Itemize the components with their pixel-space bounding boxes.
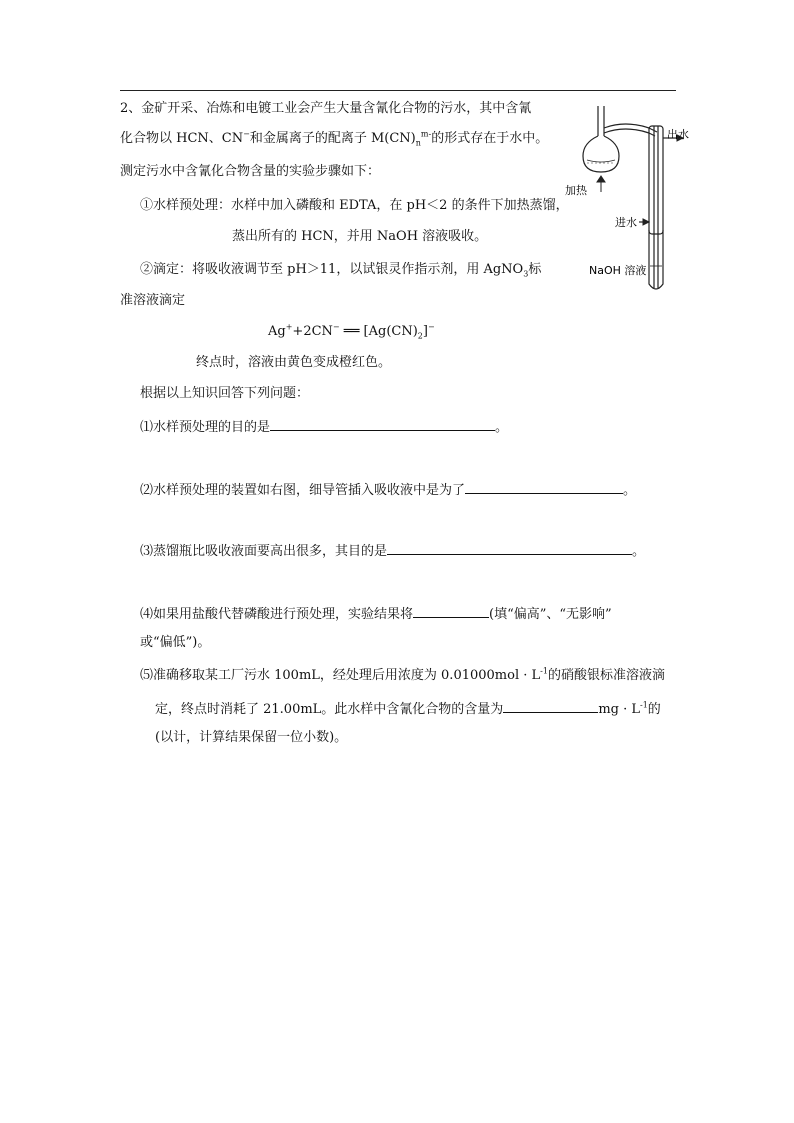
- water-in-arrow: [643, 219, 649, 225]
- label-naoh: NaOH 溶液: [589, 264, 647, 277]
- step1-line-1: ①水样预处理：水样中加入磷酸和 EDTA，在 pH＜2 的条件下加热蒸馏，: [140, 198, 569, 213]
- answer-blank-3[interactable]: [387, 540, 632, 555]
- question-4-line-2: 或“偏低”)。: [140, 635, 211, 650]
- question-4-line-1: ⑷如果用盐酸代替磷酸进行预处理，实验结果将 (填“偏高”、“无影响”: [140, 603, 612, 624]
- intro-line-2: 化合物以 HCN、CN−和金属离子的配离子 $M(CN)_n^{m-}$的形式存在于水中。: [120, 129, 549, 148]
- prompt-text: 根据以上知识回答下列问题：: [140, 386, 310, 401]
- distillation-flask: [583, 106, 619, 172]
- receiving-tube: [649, 230, 663, 289]
- endpoint-text: 终点时，溶液由黄色变成橙红色。: [196, 355, 392, 370]
- question-1: ⑴水样预处理的目的是 。: [140, 416, 508, 437]
- question-5-line-2: 定，终点时消耗了 21.00mL。此水样中含氰化合物的含量为 mg · $L^{-1}$的: [155, 698, 661, 719]
- intro-line-3: 测定污水中含氰化合物含量的实验步骤如下：: [120, 164, 381, 179]
- label-heat: 加热: [565, 184, 587, 197]
- answer-blank-2[interactable]: [465, 479, 623, 494]
- answer-blank-4[interactable]: [413, 603, 489, 618]
- header-rule: [120, 90, 676, 91]
- question-2: ⑵水样预处理的装置如右图，细导管插入吸收液中是为了 。: [140, 479, 636, 500]
- answer-blank-1[interactable]: [270, 416, 495, 431]
- step1-line-2: 蒸出所有的 HCN，并用 NaOH 溶液吸收。: [232, 229, 488, 244]
- heat-arrow: [597, 176, 605, 192]
- label-water-in: 进水: [615, 216, 637, 229]
- question-5-line-1: ⑸准确移取某工厂污水 100mL，经处理后用浓度为 $0.01000mol \cdot L^{-1}$的硝酸银标准溶液滴: [140, 666, 665, 683]
- question-5-line-3: (以计，计算结果保留一位小数)。: [155, 730, 348, 745]
- question-3: ⑶蒸馏瓶比吸收液面要高出很多，其目的是 。: [140, 540, 645, 561]
- distillation-apparatus-figure: [565, 98, 710, 298]
- answer-blank-5[interactable]: [503, 698, 598, 713]
- step2-line-1: ②滴定：将吸收液调节至 pH＞11，以试银灵作指示剂，用 AgNO$_3$标: [140, 262, 542, 279]
- intro-line-1: 2、金矿开采、冶炼和电镀工业会产生大量含氰化合物的污水，其中含氰: [120, 101, 532, 116]
- reaction-equation: Ag++2CN− ══ $[Ag(CN)_2]^-$: [268, 322, 435, 341]
- label-water-out: 出水: [667, 128, 689, 141]
- step2-line-2: 准溶液滴定: [120, 293, 186, 308]
